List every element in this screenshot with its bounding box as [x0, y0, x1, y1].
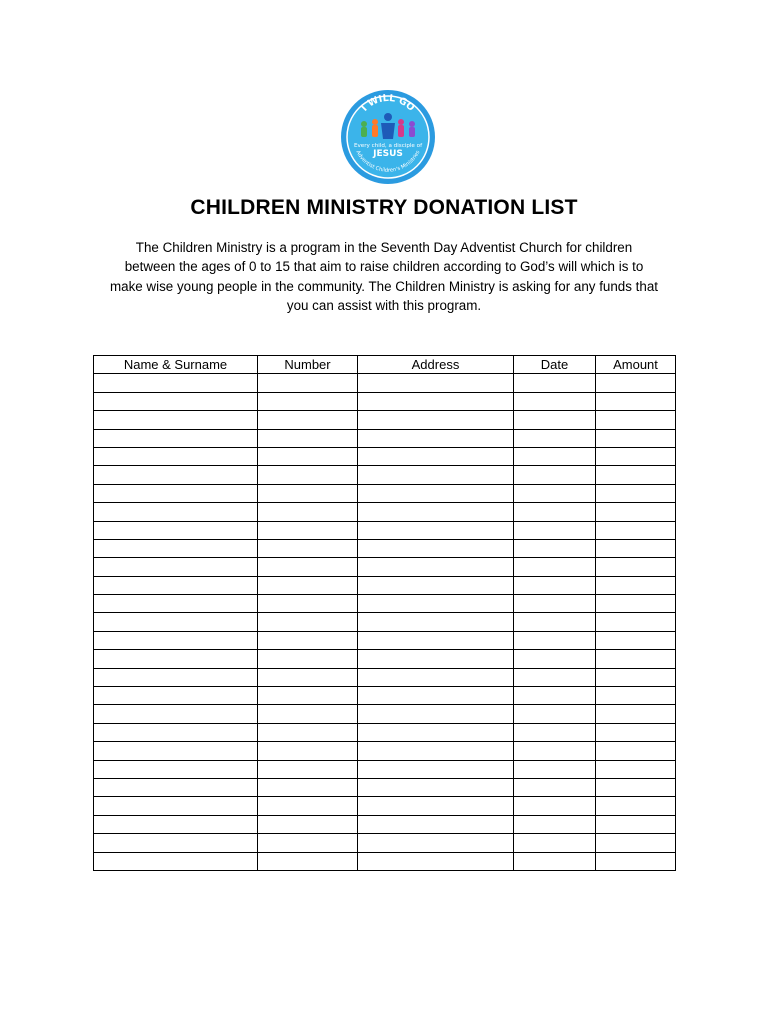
cell-name-surname[interactable] — [94, 447, 258, 465]
cell-amount[interactable] — [596, 723, 676, 741]
cell-amount[interactable] — [596, 558, 676, 576]
cell-date[interactable] — [514, 852, 596, 870]
logo-middle-text: Every child, a disciple of — [353, 143, 423, 149]
cell-date[interactable] — [514, 374, 596, 392]
cell-amount[interactable] — [596, 521, 676, 539]
logo-i-will-go — [340, 89, 436, 185]
cell-amount[interactable] — [596, 429, 676, 447]
cell-amount[interactable] — [596, 466, 676, 484]
cell-address[interactable] — [358, 631, 514, 649]
cell-number[interactable] — [258, 539, 358, 557]
cell-date[interactable] — [514, 742, 596, 760]
cell-date[interactable] — [514, 503, 596, 521]
table-row — [94, 668, 676, 686]
cell-name-surname[interactable] — [94, 411, 258, 429]
cell-address[interactable] — [358, 374, 514, 392]
cell-name-surname[interactable] — [94, 576, 258, 594]
cell-date[interactable] — [514, 668, 596, 686]
cell-address[interactable] — [358, 613, 514, 631]
cell-name-surname[interactable] — [94, 595, 258, 613]
cell-address[interactable] — [358, 778, 514, 796]
cell-amount[interactable] — [596, 834, 676, 852]
cell-number[interactable] — [258, 447, 358, 465]
cell-address[interactable] — [358, 650, 514, 668]
table-row — [94, 705, 676, 723]
cell-name-surname[interactable] — [94, 392, 258, 410]
table-row — [94, 466, 676, 484]
cell-address[interactable] — [358, 558, 514, 576]
cell-number[interactable] — [258, 687, 358, 705]
intro-line: you can assist with this program. — [286, 297, 482, 313]
cell-address[interactable] — [358, 815, 514, 833]
cell-date[interactable] — [514, 797, 596, 815]
cell-name-surname[interactable] — [94, 834, 258, 852]
cell-name-surname[interactable] — [94, 503, 258, 521]
cell-address[interactable] — [358, 576, 514, 594]
cell-name-surname[interactable] — [94, 778, 258, 796]
cell-address[interactable] — [358, 411, 514, 429]
intro-line: The Children Ministry is a program in the Seventh Day Adventist Church for children — [135, 240, 633, 255]
cell-amount[interactable] — [596, 484, 676, 502]
cell-number[interactable] — [258, 484, 358, 502]
cell-date[interactable] — [514, 447, 596, 465]
table-row — [94, 558, 676, 576]
intro-line: make wise young people in the community. The Children Ministry is asking for any funds that — [109, 278, 659, 294]
column-header-date: Date — [514, 356, 596, 374]
cell-date[interactable] — [514, 650, 596, 668]
table-row — [94, 815, 676, 833]
cell-name-surname[interactable] — [94, 815, 258, 833]
cell-name-surname[interactable] — [94, 650, 258, 668]
cell-address[interactable] — [358, 797, 514, 815]
cell-date[interactable] — [514, 595, 596, 613]
cell-name-surname[interactable] — [94, 668, 258, 686]
donation-table — [93, 355, 676, 871]
cell-amount[interactable] — [596, 631, 676, 649]
cell-number[interactable] — [258, 466, 358, 484]
cell-address[interactable] — [358, 447, 514, 465]
table-row — [94, 595, 676, 613]
cell-address[interactable] — [358, 705, 514, 723]
logo-highlight-text: JESUS — [373, 149, 403, 159]
column-header-name-surname: Name & Surname — [94, 356, 258, 374]
table-row — [94, 631, 676, 649]
table-row — [94, 392, 676, 410]
cell-number[interactable] — [258, 411, 358, 429]
cell-name-surname[interactable] — [94, 742, 258, 760]
cell-amount[interactable] — [596, 447, 676, 465]
table-row — [94, 797, 676, 815]
cell-name-surname[interactable] — [94, 631, 258, 649]
cell-address[interactable] — [358, 521, 514, 539]
cell-date[interactable] — [514, 613, 596, 631]
table-row — [94, 484, 676, 502]
cell-amount[interactable] — [596, 411, 676, 429]
cell-date[interactable] — [514, 723, 596, 741]
cell-address[interactable] — [358, 760, 514, 778]
cell-address[interactable] — [358, 723, 514, 741]
cell-date[interactable] — [514, 778, 596, 796]
cell-date[interactable] — [514, 576, 596, 594]
cell-number[interactable] — [258, 705, 358, 723]
table-header-row — [94, 356, 676, 374]
column-header-amount: Amount — [596, 356, 676, 374]
cell-date[interactable] — [514, 687, 596, 705]
cell-date[interactable] — [514, 815, 596, 833]
cell-number[interactable] — [258, 650, 358, 668]
table-row — [94, 852, 676, 870]
cell-name-surname[interactable] — [94, 705, 258, 723]
cell-address[interactable] — [358, 834, 514, 852]
cell-number[interactable] — [258, 631, 358, 649]
cell-number[interactable] — [258, 815, 358, 833]
cell-name-surname[interactable] — [94, 760, 258, 778]
cell-name-surname[interactable] — [94, 613, 258, 631]
cell-number[interactable] — [258, 576, 358, 594]
cell-address[interactable] — [358, 429, 514, 447]
cell-amount[interactable] — [596, 687, 676, 705]
cell-name-surname[interactable] — [94, 539, 258, 557]
cell-address[interactable] — [358, 484, 514, 502]
cell-address[interactable] — [358, 466, 514, 484]
logo-bottom-text: Adventist Children's Ministries — [354, 149, 422, 174]
cell-amount[interactable] — [596, 852, 676, 870]
table-row — [94, 650, 676, 668]
document-title: CHILDREN MINISTRY DONATION LIST — [190, 196, 578, 219]
cell-date[interactable] — [514, 834, 596, 852]
cell-name-surname[interactable] — [94, 429, 258, 447]
table-row — [94, 521, 676, 539]
column-header-number: Number — [258, 356, 358, 374]
cell-name-surname[interactable] — [94, 558, 258, 576]
cell-amount[interactable] — [596, 576, 676, 594]
cell-name-surname[interactable] — [94, 852, 258, 870]
cell-amount[interactable] — [596, 815, 676, 833]
cell-number[interactable] — [258, 392, 358, 410]
intro-line: between the ages of 0 to 15 that aim to raise children according to God’s will which is to — [124, 259, 644, 275]
cell-date[interactable] — [514, 705, 596, 723]
cell-number[interactable] — [258, 852, 358, 870]
cell-date[interactable] — [514, 539, 596, 557]
table-row — [94, 742, 676, 760]
table-row — [94, 576, 676, 594]
cell-number[interactable] — [258, 834, 358, 852]
cell-address[interactable] — [358, 742, 514, 760]
cell-name-surname[interactable] — [94, 374, 258, 392]
cell-name-surname[interactable] — [94, 521, 258, 539]
cell-number[interactable] — [258, 723, 358, 741]
cell-number[interactable] — [258, 760, 358, 778]
column-header-address: Address — [358, 356, 514, 374]
table-row — [94, 539, 676, 557]
cell-amount[interactable] — [596, 797, 676, 815]
cell-amount[interactable] — [596, 668, 676, 686]
cell-address[interactable] — [358, 539, 514, 557]
cell-amount[interactable] — [596, 650, 676, 668]
cell-address[interactable] — [358, 668, 514, 686]
cell-amount[interactable] — [596, 742, 676, 760]
table-row — [94, 760, 676, 778]
cell-number[interactable] — [258, 595, 358, 613]
cell-address[interactable] — [358, 503, 514, 521]
table-row — [94, 613, 676, 631]
table-row — [94, 429, 676, 447]
cell-amount[interactable] — [596, 539, 676, 557]
cell-date[interactable] — [514, 631, 596, 649]
cell-date[interactable] — [514, 760, 596, 778]
cell-amount[interactable] — [596, 613, 676, 631]
cell-date[interactable] — [514, 429, 596, 447]
table-row — [94, 778, 676, 796]
table-row — [94, 447, 676, 465]
table-row — [94, 687, 676, 705]
cell-name-surname[interactable] — [94, 797, 258, 815]
cell-number[interactable] — [258, 503, 358, 521]
cell-address[interactable] — [358, 687, 514, 705]
cell-number[interactable] — [258, 797, 358, 815]
intro-paragraph — [92, 238, 676, 315]
cell-amount[interactable] — [596, 595, 676, 613]
table-row — [94, 374, 676, 392]
cell-address[interactable] — [358, 852, 514, 870]
cell-number[interactable] — [258, 429, 358, 447]
cell-number[interactable] — [258, 558, 358, 576]
cell-name-surname[interactable] — [94, 466, 258, 484]
table-row — [94, 503, 676, 521]
cell-amount[interactable] — [596, 392, 676, 410]
cell-date[interactable] — [514, 466, 596, 484]
cell-date[interactable] — [514, 392, 596, 410]
cell-date[interactable] — [514, 484, 596, 502]
cell-address[interactable] — [358, 392, 514, 410]
cell-amount[interactable] — [596, 760, 676, 778]
cell-name-surname[interactable] — [94, 723, 258, 741]
cell-date[interactable] — [514, 558, 596, 576]
cell-amount[interactable] — [596, 705, 676, 723]
cell-address[interactable] — [358, 595, 514, 613]
cell-number[interactable] — [258, 778, 358, 796]
cell-number[interactable] — [258, 613, 358, 631]
cell-name-surname[interactable] — [94, 687, 258, 705]
logo-top-text: I WILL GO — [359, 92, 417, 114]
cell-name-surname[interactable] — [94, 484, 258, 502]
cell-date[interactable] — [514, 521, 596, 539]
table-body — [94, 374, 676, 871]
cell-number[interactable] — [258, 742, 358, 760]
table-row — [94, 723, 676, 741]
cell-amount[interactable] — [596, 374, 676, 392]
cell-number[interactable] — [258, 668, 358, 686]
cell-number[interactable] — [258, 521, 358, 539]
table-row — [94, 411, 676, 429]
cell-date[interactable] — [514, 411, 596, 429]
cell-amount[interactable] — [596, 503, 676, 521]
cell-amount[interactable] — [596, 778, 676, 796]
cell-number[interactable] — [258, 374, 358, 392]
table-row — [94, 834, 676, 852]
